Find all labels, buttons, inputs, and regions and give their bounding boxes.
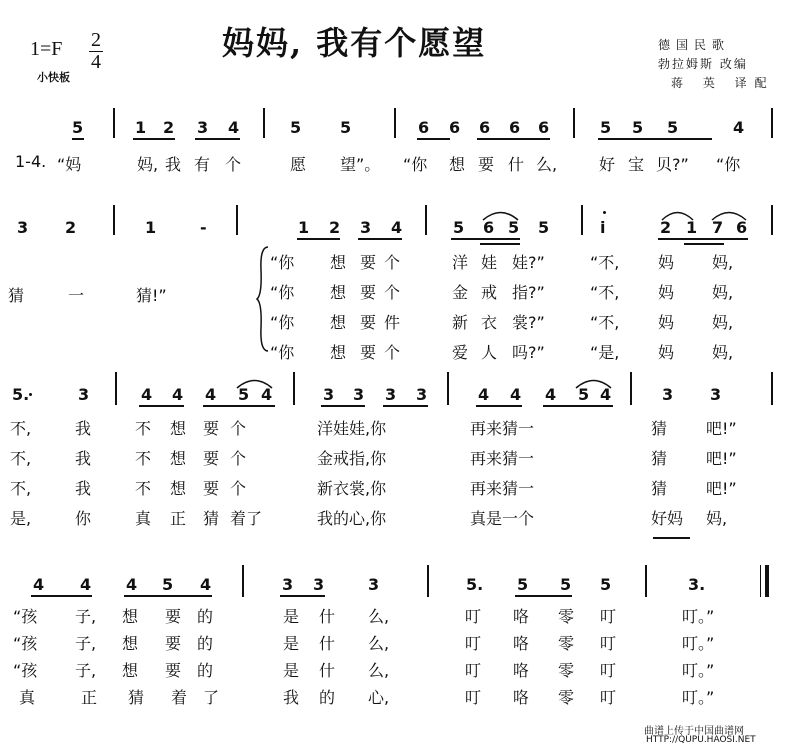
jianpu-note: 4 (510, 385, 522, 404)
lyric-syllable: 不, (10, 479, 32, 498)
lyric-syllable: 想 (330, 343, 347, 362)
lyric-syllable: 想 (330, 253, 347, 272)
lyric-syllable: 零 (558, 688, 575, 707)
jianpu-note: 5 (508, 218, 520, 237)
lyric-syllable: 吧!” (706, 479, 737, 498)
lyric-syllable: 想 (170, 449, 187, 468)
lyric-syllable: 子, (75, 661, 97, 680)
lyric-syllable: “你 (270, 253, 295, 272)
lyric-syllable: 不 (135, 479, 152, 498)
lyric-syllable: “妈 (57, 155, 82, 174)
jianpu-note: 4 (478, 385, 490, 404)
credit-line-1: 德国民歌 (658, 38, 731, 52)
beam-underline (195, 138, 240, 140)
lyric-syllable: 是 (283, 607, 300, 626)
lyric-syllable: 咯 (513, 661, 530, 680)
time-signature-top: 2 (91, 29, 101, 51)
lyric-syllable: 的 (197, 661, 214, 680)
lyric-syllable: 洋娃娃,你 (317, 419, 387, 438)
jianpu-note: 6 (479, 118, 491, 137)
jianpu-note: 5 (600, 575, 612, 594)
lyric-syllable: 我 (283, 688, 300, 707)
lyric-syllable: 零 (558, 607, 575, 626)
lyric-syllable: 是, (10, 509, 32, 528)
lyric-syllable: 猜 (651, 419, 668, 438)
lyric-syllable: “你 (716, 155, 741, 174)
lyric-syllable: 叮 (465, 688, 482, 707)
lyric-syllable: 金 (452, 283, 469, 302)
jianpu-note: 5 (632, 118, 644, 137)
lyric-syllable: 宝 (628, 155, 645, 174)
lyric-syllable: 叮 (465, 634, 482, 653)
lyric-syllable: 猜 (203, 509, 220, 528)
lyric-syllable: 什 (319, 634, 336, 653)
bar-line (771, 205, 773, 235)
lyric-syllable: 心, (368, 688, 390, 707)
lyric-syllable: 有 (194, 155, 211, 174)
lyric-syllable: 什 (319, 607, 336, 626)
lyric-syllable: “孩 (13, 634, 38, 653)
lyric-syllable: 娃?” (512, 253, 545, 272)
jianpu-note: 4 (172, 385, 184, 404)
bar-line (427, 565, 429, 597)
lyric-syllable: 是 (283, 661, 300, 680)
final-barline (760, 565, 769, 597)
lyric-syllable: 妈, (712, 343, 734, 362)
lyric-syllable: 猜 (651, 449, 668, 468)
lyric-syllable: 叮 (600, 634, 617, 653)
beam-underline (358, 238, 402, 240)
lyric-syllable: 叮。” (682, 661, 715, 680)
lyric-syllable: 个 (225, 155, 242, 174)
lyric-syllable: 我 (165, 155, 182, 174)
beam-underline (598, 138, 712, 140)
lyric-syllable: 想 (122, 661, 139, 680)
beam-underline (451, 238, 520, 240)
jianpu-note: 7 (712, 218, 724, 237)
jianpu-note: 3 (662, 385, 674, 404)
lyric-syllable: 再来猜一 (470, 479, 535, 498)
lyric-syllable: 要 (165, 661, 182, 680)
jianpu-note: 5 (290, 118, 302, 137)
lyric-syllable: 的 (319, 688, 336, 707)
lyric-syllable: 猜 (8, 286, 25, 305)
lyric-syllable: 要 (478, 155, 495, 174)
lyric-syllable: 子, (75, 607, 97, 626)
lyric-syllable: 叮 (600, 607, 617, 626)
bar-line (581, 205, 583, 235)
jianpu-note: 6 (483, 218, 495, 237)
jianpu-note: 4 (545, 385, 557, 404)
lyric-syllable: 猜 (651, 479, 668, 498)
lyric-syllable: 妈, (712, 283, 734, 302)
lyric-syllable: 真 (135, 509, 152, 528)
lyric-syllable: “你 (270, 313, 295, 332)
jianpu-note: 3 (360, 218, 372, 237)
jianpu-note: 4 (80, 575, 92, 594)
lyric-syllable: 妈, (137, 155, 159, 174)
jianpu-note: 3 (282, 575, 294, 594)
lyric-syllable: 金戒指,你 (317, 449, 387, 468)
slur-arc (711, 209, 747, 221)
lyric-syllable: 望”。 (340, 155, 381, 174)
lyric-syllable: 想 (122, 607, 139, 626)
jianpu-note: 3 (368, 575, 380, 594)
lyric-syllable: 要 (360, 283, 377, 302)
lyric-syllable: 要 (360, 343, 377, 362)
lyric-syllable: 要 (203, 479, 220, 498)
lyric-syllable: 要 (360, 253, 377, 272)
lyric-syllable: 咯 (513, 688, 530, 707)
beam-underline (280, 595, 325, 597)
lyric-syllable: 再来猜一 (470, 419, 535, 438)
lyric-syllable: “你 (270, 283, 295, 302)
verse-brace (256, 245, 270, 353)
lyric-syllable: 吧!” (706, 419, 737, 438)
jianpu-note: 3 (17, 218, 29, 237)
lyric-syllable: 妈 (658, 283, 675, 302)
bar-line (394, 108, 396, 138)
lyric-syllable: “孩 (13, 661, 38, 680)
octave-dot (29, 393, 32, 396)
lyric-syllable: 猜 (128, 688, 145, 707)
lyric-syllable: 不, (10, 419, 32, 438)
lyric-syllable: 娃 (481, 253, 498, 272)
lyric-syllable: 爱 (452, 343, 469, 362)
jianpu-note: 3 (353, 385, 365, 404)
lyric-syllable: 衣 (481, 313, 498, 332)
lyric-syllable: 要 (165, 607, 182, 626)
bar-line (263, 108, 265, 138)
lyric-syllable: 一 (68, 286, 85, 305)
jianpu-note: i (600, 218, 606, 237)
jianpu-note: 2 (329, 218, 341, 237)
lyric-syllable: 个 (230, 479, 247, 498)
bar-line (242, 565, 244, 597)
jianpu-note: 4 (126, 575, 138, 594)
beam-underline (124, 595, 212, 597)
lyric-syllable: 是 (283, 634, 300, 653)
lyric-syllable: 妈, (706, 509, 728, 528)
jianpu-note: 4 (733, 118, 745, 137)
verse-marker: 1-4. (15, 152, 47, 171)
lyric-syllable: 个 (230, 449, 247, 468)
slur-arc (661, 209, 694, 221)
lyric-syllable: 妈, (712, 313, 734, 332)
lyric-syllable: 个 (384, 343, 401, 362)
beam-underline (543, 405, 613, 407)
jianpu-note: 4 (600, 385, 612, 404)
jianpu-note: 3. (688, 575, 706, 594)
lyric-syllable: 咯 (513, 607, 530, 626)
slur-arc (482, 209, 519, 221)
lyric-syllable: 你 (75, 509, 92, 528)
bar-line (293, 372, 295, 405)
time-signature (88, 31, 104, 72)
jianpu-note: 3 (197, 118, 209, 137)
lyric-syllable: 想 (170, 479, 187, 498)
jianpu-note: 6 (509, 118, 521, 137)
lyric-syllable: 愿 (290, 155, 307, 174)
lyric-syllable: 想 (170, 419, 187, 438)
lyric-syllable: 零 (558, 661, 575, 680)
key-signature: 1=F (30, 38, 63, 60)
lyric-syllable: 件 (384, 313, 401, 332)
lyric-syllable: 正 (81, 688, 98, 707)
jianpu-note: 5 (560, 575, 572, 594)
lyric-syllable: 想 (449, 155, 466, 174)
beam-underline (383, 405, 428, 407)
lyric-syllable: 不, (10, 449, 32, 468)
lyric-syllable: 想 (330, 313, 347, 332)
jianpu-note: 5 (453, 218, 465, 237)
lyric-syllable: 了 (203, 688, 220, 707)
jianpu-note: 4 (228, 118, 240, 137)
jianpu-note: 4 (33, 575, 45, 594)
lyric-syllable: 我 (75, 419, 92, 438)
lyric-syllable: 咯 (513, 634, 530, 653)
jianpu-note: 1 (686, 218, 698, 237)
lyric-syllable: 叮 (600, 688, 617, 707)
jianpu-note: - (200, 218, 207, 237)
beam-underline (515, 595, 572, 597)
jianpu-note: 5 (162, 575, 174, 594)
lyric-syllable: 要 (203, 449, 220, 468)
credit-line-3: 蒋 英 译配 (671, 76, 775, 90)
lyric-syllable: “孩 (13, 607, 38, 626)
jianpu-note: 5 (538, 218, 550, 237)
beam-underline (417, 138, 450, 140)
lyric-syllable: 叮。” (682, 688, 715, 707)
lyric-syllable: 的 (197, 634, 214, 653)
jianpu-note: 4 (261, 385, 273, 404)
lyric-syllable: 裳?” (512, 313, 545, 332)
jianpu-note: 6 (449, 118, 461, 137)
lyric-syllable: 不 (135, 419, 152, 438)
lyric-syllable: 要 (165, 634, 182, 653)
lyric-syllable: “你 (403, 155, 428, 174)
lyric-syllable: 叮 (600, 661, 617, 680)
lyric-syllable: 妈 (658, 313, 675, 332)
lyric-syllable: 么, (368, 607, 390, 626)
lyric-syllable: 吧!” (706, 449, 737, 468)
jianpu-note: 5 (72, 118, 84, 137)
lyric-syllable: 想 (330, 283, 347, 302)
lyric-syllable: 我的心,你 (317, 509, 387, 528)
lyric-syllable: 正 (170, 509, 187, 528)
lyric-syllable: 个 (230, 419, 247, 438)
jianpu-note: 3 (385, 385, 397, 404)
jianpu-note: 3 (78, 385, 90, 404)
tempo-marking: 小快板 (37, 71, 70, 84)
jianpu-note: 6 (418, 118, 430, 137)
lyric-syllable: 叮 (465, 607, 482, 626)
lyric-syllable: 新 (452, 313, 469, 332)
lyric-syllable: 人 (481, 343, 498, 362)
lyric-syllable: 洋 (452, 253, 469, 272)
jianpu-note: 1 (145, 218, 157, 237)
lyric-syllable: 零 (558, 634, 575, 653)
jianpu-note: 5 (667, 118, 679, 137)
slur-arc (236, 377, 273, 389)
lyric-syllable: 真 (19, 688, 36, 707)
beam-underline (658, 238, 748, 240)
jianpu-note: 4 (391, 218, 403, 237)
beam-underline (297, 238, 340, 240)
jianpu-note: 6 (538, 118, 550, 137)
lyric-syllable: 戒 (481, 283, 498, 302)
lyric-syllable: 好 (599, 155, 616, 174)
jianpu-note: 3 (710, 385, 722, 404)
lyric-syllable: 猜!” (136, 286, 167, 305)
jianpu-note: 3 (416, 385, 428, 404)
beam-underline (72, 138, 84, 140)
watermark-url: HTTP://QUPU.HAOSI.NET (646, 735, 756, 745)
jianpu-note: 5 (340, 118, 352, 137)
jianpu-note: 1 (298, 218, 310, 237)
lyric-syllable: 贝?” (656, 155, 689, 174)
lyric-syllable: 好妈 (651, 509, 684, 528)
lyric-syllable: 叮。” (682, 634, 715, 653)
lyric-syllable: “不, (590, 313, 620, 332)
lyric-syllable: 什 (508, 155, 525, 174)
jianpu-note: 5 (578, 385, 590, 404)
lyric-syllable: “不, (590, 283, 620, 302)
lyric-syllable: 再来猜一 (470, 449, 535, 468)
bar-line (645, 565, 647, 597)
time-signature-bottom: 4 (91, 51, 101, 73)
jianpu-note: 4 (200, 575, 212, 594)
jianpu-note: 5. (466, 575, 484, 594)
bar-line (113, 108, 115, 138)
lyric-syllable: 个 (384, 283, 401, 302)
lyric-syllable: 么, (368, 634, 390, 653)
credit-line-2: 勃拉姆斯 改编 (658, 57, 748, 71)
lyric-syllable: 我 (75, 449, 92, 468)
lyric-syllable: 吗?” (512, 343, 545, 362)
lyric-syllable: 想 (122, 634, 139, 653)
lyric-syllable: “是, (590, 343, 620, 362)
jianpu-note: 2 (660, 218, 672, 237)
lyric-syllable: 不 (135, 449, 152, 468)
beam-underline (477, 138, 550, 140)
lyric-syllable: 指?” (512, 283, 545, 302)
lyric-syllable: 妈 (658, 253, 675, 272)
jianpu-note: 4 (141, 385, 153, 404)
bar-line (771, 372, 773, 405)
bar-line (236, 205, 238, 235)
beam-underline (139, 405, 184, 407)
lyric-syllable: 要 (203, 419, 220, 438)
bar-line (425, 205, 427, 235)
bar-line (115, 372, 117, 405)
beam-underline (476, 405, 522, 407)
jianpu-note: 2 (65, 218, 77, 237)
beam-underline (133, 138, 175, 140)
jianpu-note: 2 (163, 118, 175, 137)
lyric-syllable: “你 (270, 343, 295, 362)
octave-dot (603, 211, 606, 214)
lyric-syllable: 的 (197, 607, 214, 626)
lyric-syllable: 么, (368, 661, 390, 680)
jianpu-note: 5. (12, 385, 30, 404)
lyric-syllable: 叮 (465, 661, 482, 680)
song-title: 妈妈, 我有个愿望 (222, 24, 487, 62)
lyric-syllable: 新衣裳,你 (317, 479, 387, 498)
lyric-syllable: 着了 (230, 509, 263, 528)
lyric-syllable: 要 (360, 313, 377, 332)
jianpu-note: 3 (313, 575, 325, 594)
jianpu-note: 5 (600, 118, 612, 137)
bar-line (630, 372, 632, 405)
lyric-syllable: 着 (171, 688, 188, 707)
beam-underline (31, 595, 92, 597)
beam-underline (321, 405, 365, 407)
lyric-syllable: 我 (75, 479, 92, 498)
jianpu-note: 4 (205, 385, 217, 404)
bar-line (113, 205, 115, 235)
lyric-syllable: 个 (384, 253, 401, 272)
slur-arc (575, 377, 612, 389)
lyric-syllable: 么, (536, 155, 558, 174)
watermark-site-name: 曲谱上传于中国曲谱网 (644, 726, 744, 737)
bar-line (447, 372, 449, 405)
lyric-syllable: 叮。” (682, 607, 715, 626)
lyric-syllable: 真是一个 (470, 509, 535, 528)
bar-line (771, 108, 773, 138)
jianpu-note: 1 (135, 118, 147, 137)
lyric-syllable: 子, (75, 634, 97, 653)
beam-underline (653, 537, 690, 539)
lyric-syllable: 什 (319, 661, 336, 680)
lyric-syllable: 妈 (658, 343, 675, 362)
lyric-syllable: “不, (590, 253, 620, 272)
lyric-syllable: 妈, (712, 253, 734, 272)
jianpu-note: 6 (736, 218, 748, 237)
bar-line (573, 108, 575, 138)
beam-underline (480, 243, 520, 245)
jianpu-note: 5 (517, 575, 529, 594)
beam-underline (684, 243, 724, 245)
jianpu-note: 5 (238, 385, 250, 404)
beam-underline (203, 405, 275, 407)
jianpu-note: 3 (323, 385, 335, 404)
